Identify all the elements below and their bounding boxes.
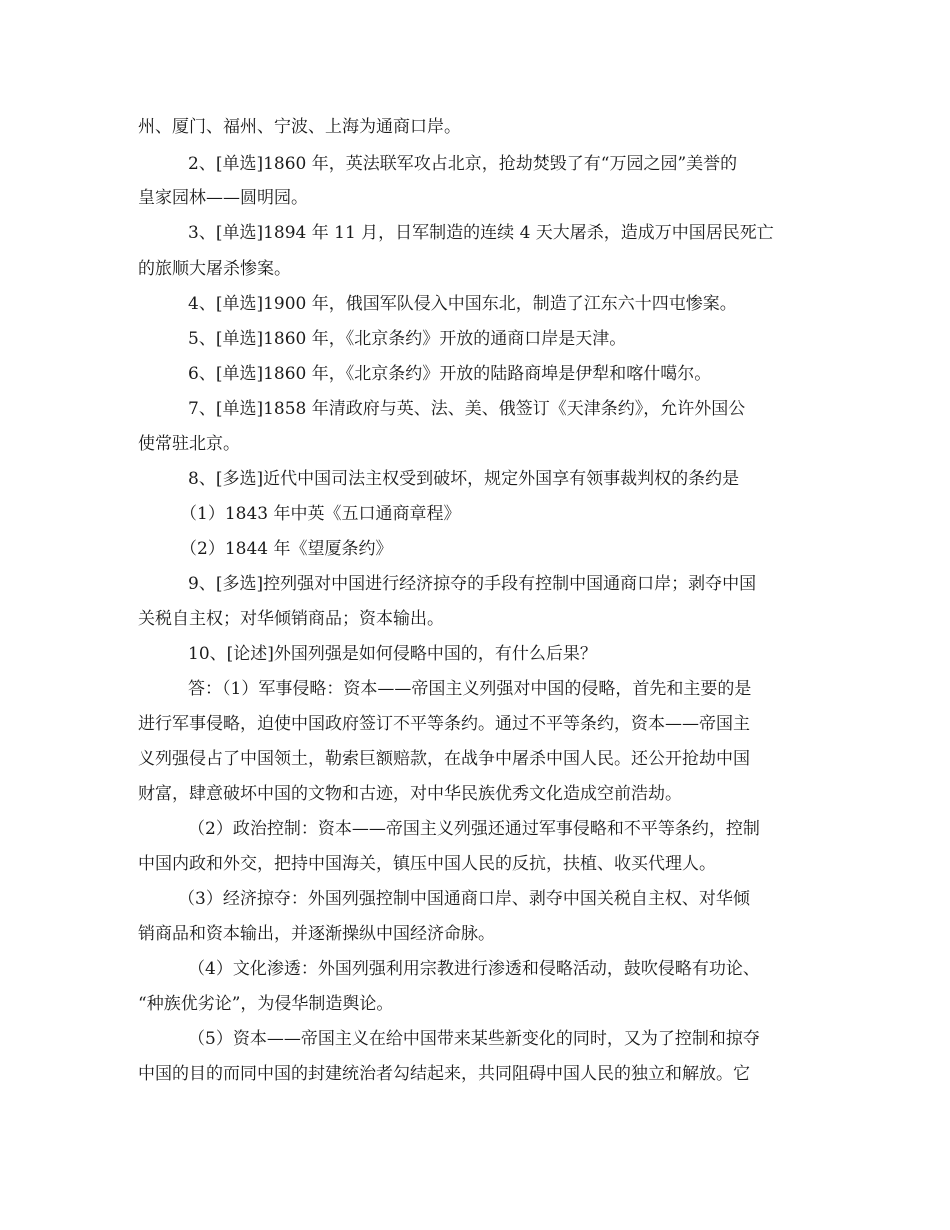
text-line: 答：（1）军事侵略：资本——帝国主义列强对中国的侵略，首先和主要的是 xyxy=(188,679,752,699)
text-line: （2）1844 年《望厦条约》 xyxy=(180,539,393,559)
text-line: 财富，肆意破坏中国的文物和古迹，对中华民族优秀文化造成空前浩劫。 xyxy=(138,784,682,804)
text-line: 中国内政和外交，把持中国海关，镇压中国人民的反抗，扶植、收买代理人。 xyxy=(138,854,716,874)
text-line: 关税自主权；对华倾销商品；资本输出。 xyxy=(138,609,444,629)
text-line: （1）1843 年中英《五口通商章程》 xyxy=(180,504,461,524)
text-line: 进行军事侵略，迫使中国政府签订不平等条约。通过不平等条约，资本——帝国主 xyxy=(138,714,750,734)
text-line: 10、[论述]外国列强是如何侵略中国的，有什么后果？ xyxy=(188,644,597,664)
text-line: 2、[单选]1860 年，英法联军攻占北京，抢劫焚毁了有“万园之园”美誉的 xyxy=(188,154,738,174)
text-line: 9、[多选]控列强对中国进行经济掠夺的手段有控制中国通商口岸；剥夺中国 xyxy=(188,574,757,594)
text-line: 3、[单选]1894 年 11 月，日军制造的连续 4 天大屠杀，造成万中国居民死亡 xyxy=(188,223,774,243)
text-line: 使常驻北京。 xyxy=(138,434,240,454)
text-line: （4）文化渗透：外国列强利用宗教进行渗透和侵略活动，鼓吹侵略有功论、 xyxy=(188,959,760,979)
text-line: 皇家园林——圆明园。 xyxy=(138,188,308,208)
text-line: 的旅顺大屠杀惨案。 xyxy=(138,259,291,279)
text-line: 4、[单选]1900 年，俄国军队侵入中国东北，制造了江东六十四屯惨案。 xyxy=(188,294,737,314)
text-line: 义列强侵占了中国领土，勒索巨额赔款，在战争中屠杀中国人民。还公开抢劫中国 xyxy=(138,749,750,769)
text-line: 7、[单选]1858 年清政府与英、法、美、俄签订《天津条约》，允许外国公 xyxy=(188,399,746,419)
text-line: 8、[多选]近代中国司法主权受到破坏，规定外国享有领事裁判权的条约是 xyxy=(188,469,740,489)
text-line: （2）政治控制：资本——帝国主义列强还通过军事侵略和不平等条约，控制 xyxy=(188,819,760,839)
text-line: （5）资本——帝国主义在给中国带来某些新变化的同时，又为了控制和掠夺 xyxy=(188,1029,760,1049)
text-line: 州、厦门、福州、宁波、上海为通商口岸。 xyxy=(138,117,461,137)
text-line: 销商品和资本输出，并逐渐操纵中国经济命脉。 xyxy=(138,924,495,944)
text-line: “种族优劣论”，为侵华制造舆论。 xyxy=(138,994,394,1014)
text-line: 6、[单选]1860 年，《北京条约》开放的陆路商埠是伊犁和喀什噶尔。 xyxy=(188,364,712,384)
text-line: 5、[单选]1860 年，《北京条约》开放的通商口岸是天津。 xyxy=(188,329,627,349)
text-line: 中国的目的而同中国的封建统治者勾结起来，共同阻碍中国人民的独立和解放。它 xyxy=(138,1064,750,1084)
text-line: （3）经济掠夺：外国列强控制中国通商口岸、剥夺中国关税自主权、对华倾 xyxy=(178,889,750,909)
